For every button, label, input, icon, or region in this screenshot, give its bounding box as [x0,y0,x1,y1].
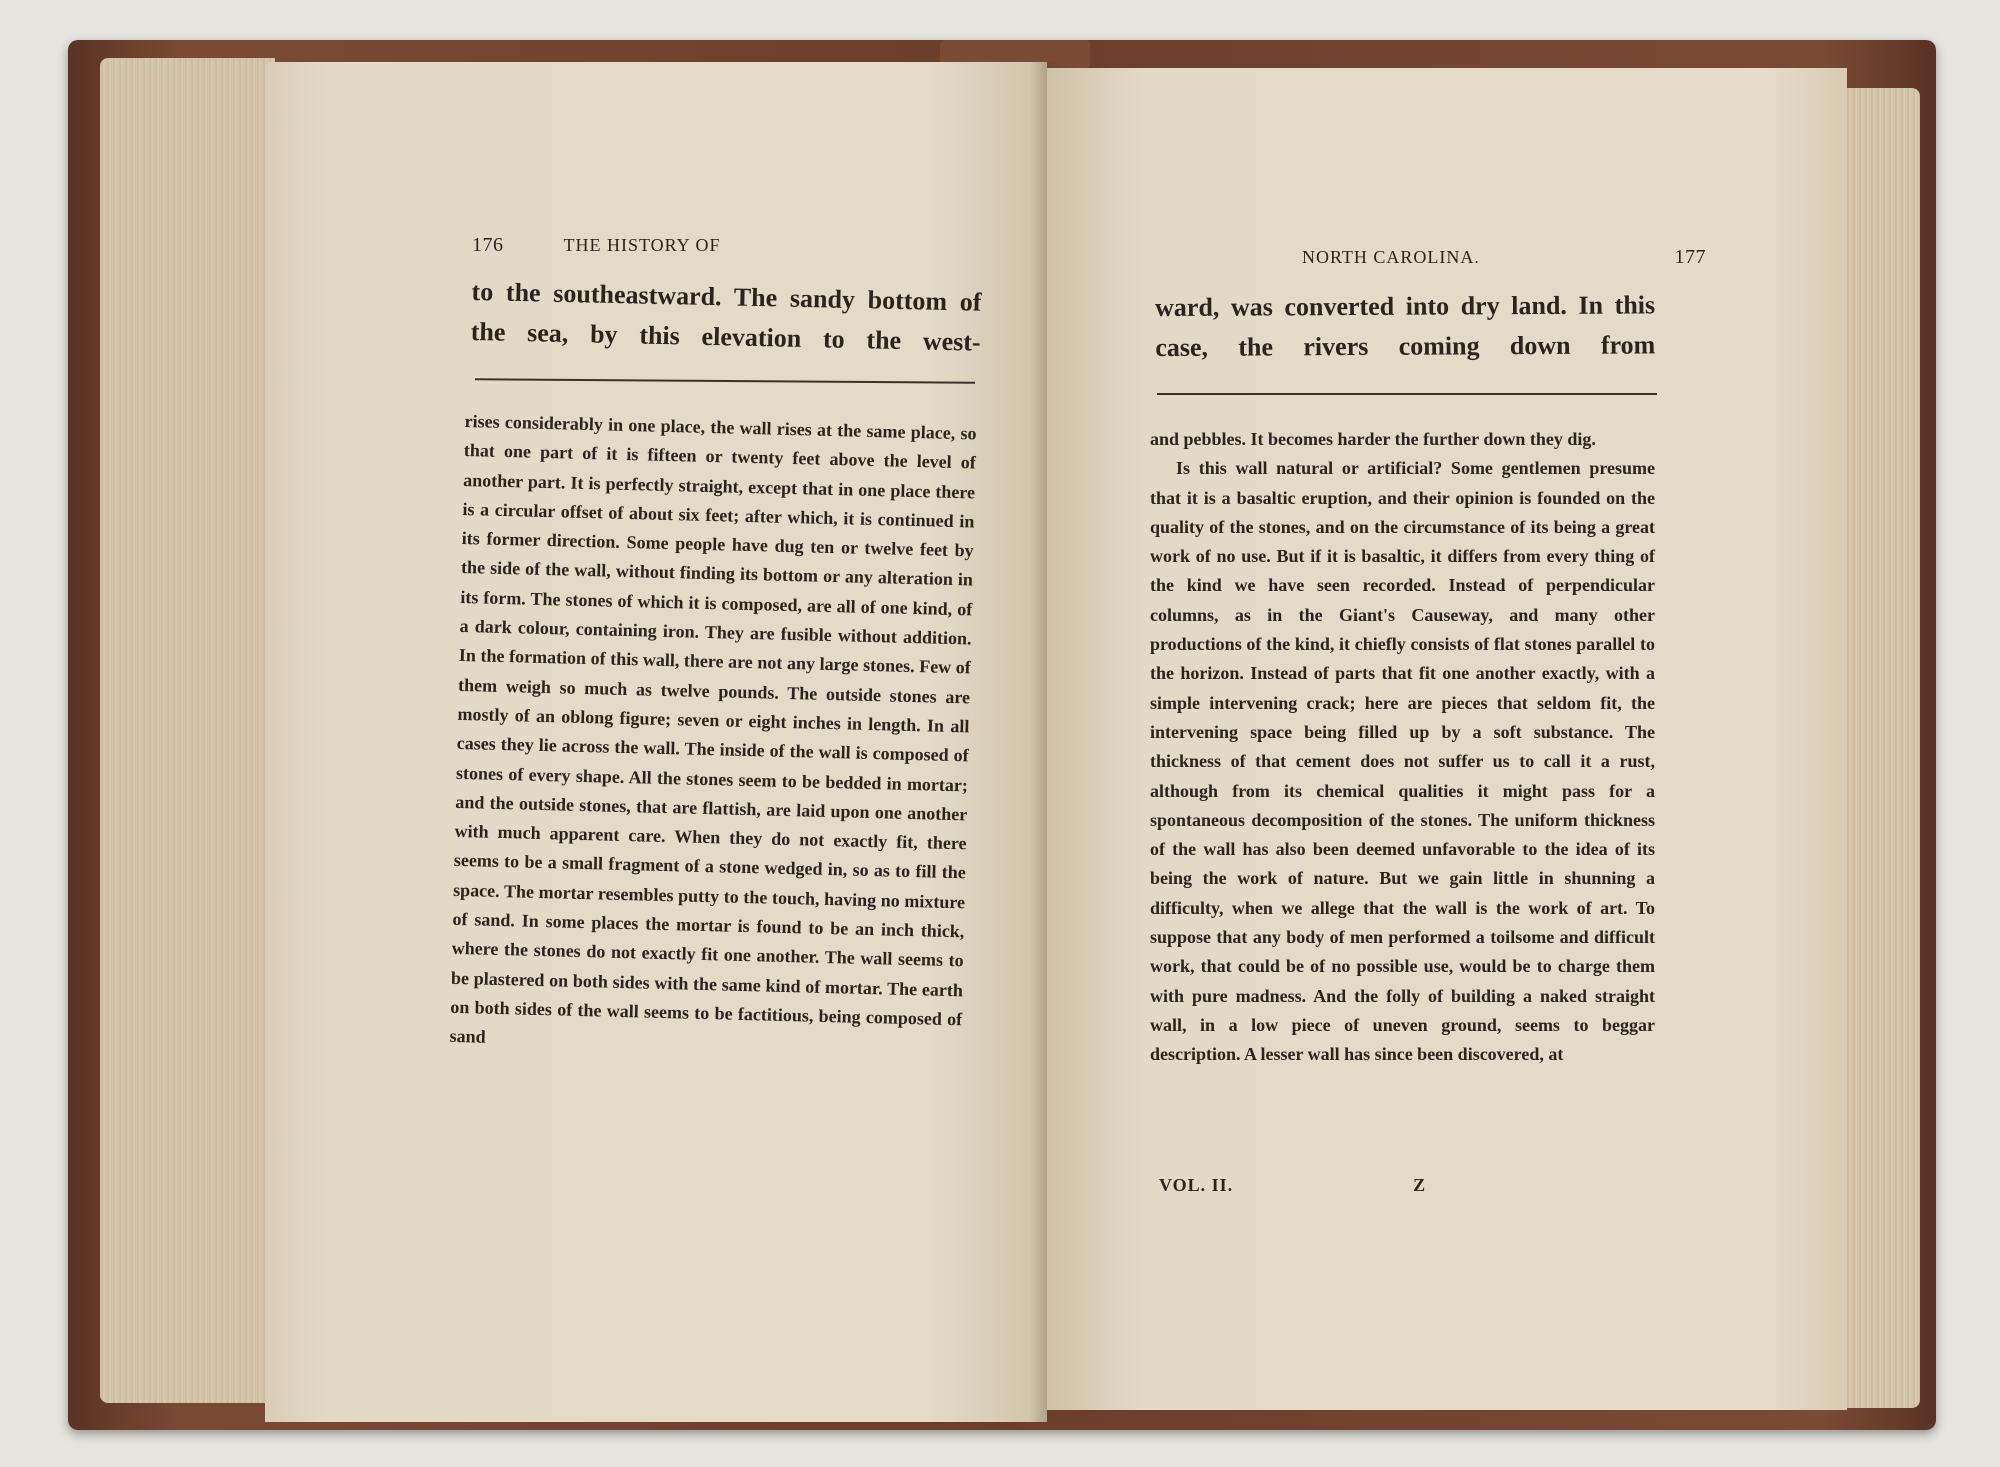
signature-volume: VOL. II. [1159,1175,1234,1195]
left-page-number: 176 [472,234,504,256]
page-edges-left [100,58,275,1403]
right-rule [1157,393,1657,395]
left-large-text: to the southeastward. The sandy bottom of the sea, by this elevation to the west- [470,276,982,357]
left-rule [475,378,975,383]
left-running-title: THE HISTORY OF [563,235,721,255]
right-running-title: NORTH CAROLINA. [1302,247,1480,267]
signature-mark: Z [1413,1175,1427,1195]
signature-line [1159,1175,1559,1196]
right-large-text: ward, was converted into dry land. In this case, the rivers coming down from [1155,290,1656,362]
right-body-paragraph-1: and pebbles. It becomes harder the further down they dig. [1150,429,1596,449]
right-body-paragraph-2: Is this wall natural or artificial? Some gentlemen presume that it is a basaltic eruption, and their opinion is founded on the quality of the stones, and on the circumstance of its being a great work of no use. But if it is basaltic, it differs from every thing of the kind we have seen recorded. Instead of perpendicular columns, as in the Giant's Causeway, and many other productions of the kind, it chiefly consists of flat stones parallel to the horizon. Instead of parts that fit one another exactly, with a simple intervening crack; here are pieces that seldom fit, the intervening space being filled up by a soft substance. The thickness of that cement does not suffer us to call it a rust, although from its chemical qualities it might pass for a spontaneous decomposition of the stones. The uniform thickness of the wall has also been deemed unfavorable to the idea of its being the work of nature. But we gain little in shunning a difficulty, when we allege that the wall is the work of art. To suppose that any body of men performed a toilsome and difficult work, that could be of no possible use, would be to charge them with pure madness. And the folly of building a naked straight wall, in a low piece of uneven ground, seems to beggar description. A lesser wall has since been discovered, at [1150,458,1655,1065]
left-page [265,62,1047,1422]
right-page [1047,68,1847,1410]
right-body-text [1150,425,1655,1070]
right-running-head [1302,246,1706,269]
left-running-head [472,234,1032,257]
right-page-number: 177 [1674,246,1706,268]
left-body-text [449,407,977,1064]
left-body-paragraph: rises considerably in one place, the wall rises at the same place, so that one part of it is fifteen or twenty feet above the level of another part. It is perfectly straight, except that in one place there is a circular offset of about six feet; after which, it is continued in its former direction. Some people have dug ten or twelve feet by the side of the wall, without finding its bottom or any alteration in its form. The stones of which it is composed, are all of one kind, of a dark colour, containing iron. They are fusible without addition. In the formation of this wall, there are not any large stones. Few of them weigh so much as twelve pounds. The outside stones are mostly of an oblong figure; seven or eight inches in length. In all cases they lie across the wall. The inside of the wall is composed of stones of every shape. All the stones seem to be bedded in mortar; and the outside stones, that are flattish, are laid upon one another with much apparent care. When they do not exactly fit, there seems to be a small fragment of a stone wedged in, so as to fill the space. The mortar resembles putty to the touch, having no mixture of sand. In some places the mortar is found to be an inch thick, where the stones do not exactly fit one another. The wall seems to be plastered on both sides with the same kind of mortar. The earth on both sides of the wall seems to be factitious, being composed of sand [449,410,977,1047]
page-edges-right [1840,88,1920,1408]
